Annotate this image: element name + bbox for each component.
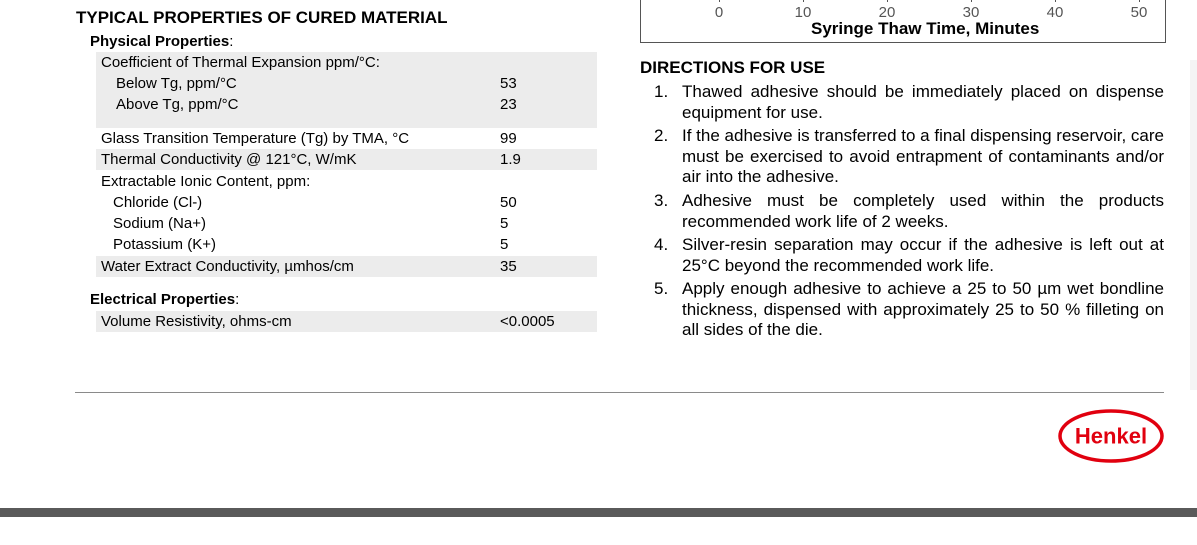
physical-properties-label: Physical Properties [90, 33, 230, 50]
chart-x-axis-title: Syringe Thaw Time, Minutes [811, 19, 1040, 38]
potassium-value: 5 [500, 236, 509, 253]
section-heading: TYPICAL PROPERTIES OF CURED MATERIAL [76, 8, 448, 27]
physical-properties-colon: : [229, 33, 234, 50]
direction-number: 1. [654, 82, 669, 101]
potassium-label: Potassium (K+) [113, 236, 216, 253]
resistivity-value: <0.0005 [500, 313, 555, 330]
direction-text: If the adhesive is transferred to a final dispensing reservoir, care must be exercised to avoid entrapment of contaminants and/or air into the adhesive. [682, 126, 1164, 186]
electrical-properties-label: Electrical Properties [90, 291, 236, 308]
chart-x-tick-label: 20 [878, 4, 896, 21]
henkel-logo [1058, 408, 1164, 464]
footer-divider [75, 392, 1164, 393]
direction-text: Silver-resin separation may occur if the adhesive is left out at 25°C beyond the recommended work life. [682, 235, 1164, 275]
tg-value: 99 [500, 130, 517, 147]
below-tg-label: Below Tg, ppm/°C [116, 75, 237, 92]
above-tg-value: 23 [500, 96, 517, 113]
chart-x-tick-mark [719, 0, 720, 2]
thermal-value: 1.9 [500, 151, 521, 168]
chart-x-tick-mark [1139, 0, 1140, 2]
electrical-properties-heading [90, 291, 239, 308]
chart-x-tick-mark [1055, 0, 1056, 2]
above-tg-label: Above Tg, ppm/°C [116, 96, 239, 113]
thermal-label: Thermal Conductivity @ 121°C, W/mK [101, 151, 357, 168]
chart-x-tick-label: 30 [962, 4, 980, 21]
footer-bar [0, 508, 1197, 517]
chart-x-tick-label: 40 [1046, 4, 1064, 21]
sodium-label: Sodium (Na+) [113, 215, 206, 232]
chloride-label: Chloride (Cl-) [113, 194, 203, 211]
resistivity-label: Volume Resistivity, ohms-cm [101, 313, 292, 330]
water-value: 35 [500, 258, 517, 275]
direction-number: 2. [654, 126, 669, 145]
henkel-logo-text: Henkel [1074, 423, 1148, 449]
direction-number: 3. [654, 191, 669, 210]
direction-number: 4. [654, 235, 669, 254]
direction-text: Adhesive must be completely used within the products recommended work life of 2 weeks. [682, 191, 1164, 231]
water-label: Water Extract Conductivity, µmhos/cm [101, 258, 354, 275]
scrollbar-track[interactable] [1190, 60, 1197, 390]
chart-x-tick-label: 0 [714, 4, 724, 21]
physical-properties-heading [90, 33, 233, 50]
direction-text: Apply enough adhesive to achieve a 25 to 50 µm wet bondline thickness, dispensed with approximately 25 to 50 % filleting on all sides of the die. [682, 279, 1164, 339]
direction-number: 5. [654, 279, 669, 298]
chloride-value: 50 [500, 194, 517, 211]
tg-label: Glass Transition Temperature (Tg) by TMA, °C [101, 130, 410, 147]
below-tg-value: 53 [500, 75, 517, 92]
cte-label: Coefficient of Thermal Expansion ppm/°C: [101, 54, 380, 71]
ionic-label: Extractable Ionic Content, ppm: [101, 173, 311, 190]
directions-title: DIRECTIONS FOR USE [640, 58, 826, 77]
sodium-value: 5 [500, 215, 509, 232]
chart-x-tick-mark [971, 0, 972, 2]
chart-x-tick-label: 10 [794, 4, 812, 21]
chart-x-tick-label: 50 [1130, 4, 1148, 21]
electrical-properties-colon: : [235, 291, 240, 308]
direction-text: Thawed adhesive should be immediately placed on dispense equipment for use. [682, 82, 1164, 122]
chart-x-tick-mark [887, 0, 888, 2]
chart-x-tick-mark [803, 0, 804, 2]
